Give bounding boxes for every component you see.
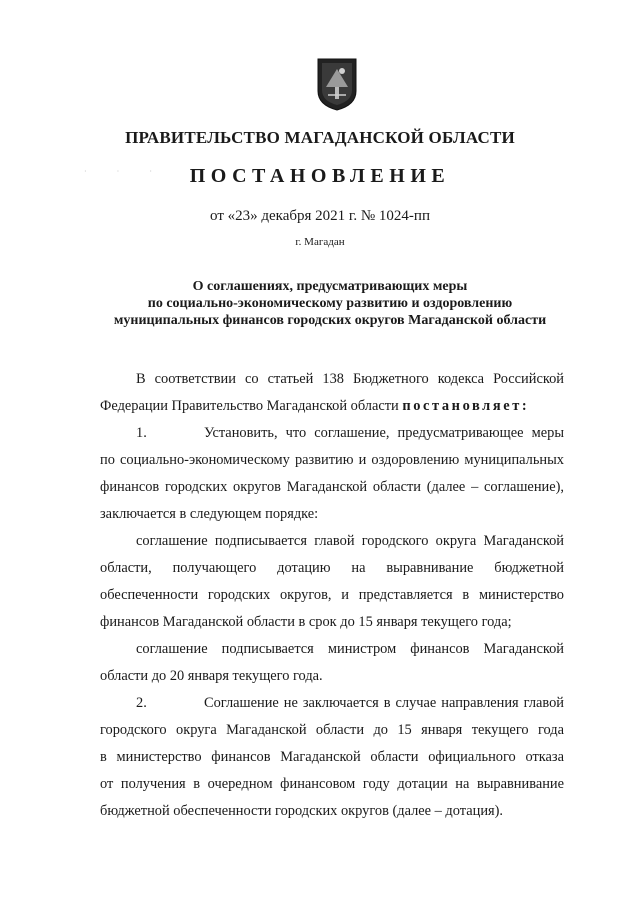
paragraph-text: Соглашение не заключается в случае направления главой	[204, 695, 564, 711]
paragraph-2-line	[100, 690, 564, 717]
paragraph-1-line: финансов городских округов Магаданской области (далее – соглашение),	[100, 479, 564, 495]
scan-artifact: · · ·	[84, 167, 166, 176]
paragraph-2-line: бюджетной обеспеченности городских округов (далее – дотация).	[100, 803, 504, 819]
subject-line: О соглашениях, предусматривающих меры	[192, 279, 468, 294]
preamble-text: Федерации Правительство Магаданской области	[100, 398, 399, 414]
document-type: ПОСТАНОВЛЕНИЕ	[189, 165, 451, 187]
bullet-2-line: соглашение подписывается министром финансов Магаданской	[136, 641, 564, 657]
preamble-line	[100, 393, 564, 420]
bullet-2-line: области до 20 января текущего года.	[100, 668, 323, 684]
preamble-line: В соответствии со статьей 138 Бюджетного кодекса Российской	[136, 371, 564, 387]
document-city: г. Магадан	[295, 236, 345, 248]
subject-line: по социально-экономическому развитию и оздоровлению	[147, 296, 513, 311]
bullet-1-line: соглашение подписывается главой городского округа Магаданской	[136, 533, 564, 549]
paragraph-text: Установить, что соглашение, предусматривающее меры	[204, 425, 564, 441]
organization-title: ПРАВИТЕЛЬСТВО МАГАДАНСКОЙ ОБЛАСТИ	[125, 128, 515, 147]
paragraph-2-line: в министерство финансов Магаданской области официального отказа	[100, 749, 564, 765]
document-body	[100, 366, 564, 825]
bullet-1-line: области, получающего дотацию на выравнивание бюджетной	[100, 560, 564, 576]
document-subject	[80, 278, 580, 329]
paragraph-number: 2.	[136, 695, 147, 711]
paragraph-number: 1.	[136, 425, 147, 441]
paragraph-2-line: от получения в очередном финансовом году дотации на выравнивание	[100, 776, 564, 792]
document-date-number: от «23» декабря 2021 г. № 1024-пп	[210, 208, 430, 224]
paragraph-1-line: по социально-экономическому развитию и оздоровлению муниципальных	[100, 452, 564, 468]
decree-word: постановляет:	[402, 398, 530, 414]
coat-of-arms-emblem	[316, 57, 358, 111]
subject-line: муниципальных финансов городских округов Магаданской области	[113, 313, 547, 328]
paragraph-1-line: заключается в следующем порядке:	[100, 506, 319, 522]
bullet-1-line: обеспеченности городских округов, и представляется в министерство	[100, 587, 564, 603]
paragraph-2-line: городского округа Магаданской области до 15 января текущего года	[100, 722, 564, 738]
bullet-1-line: финансов Магаданской области в срок до 15 января текущего года;	[100, 614, 512, 630]
paragraph-1-line	[100, 420, 564, 447]
